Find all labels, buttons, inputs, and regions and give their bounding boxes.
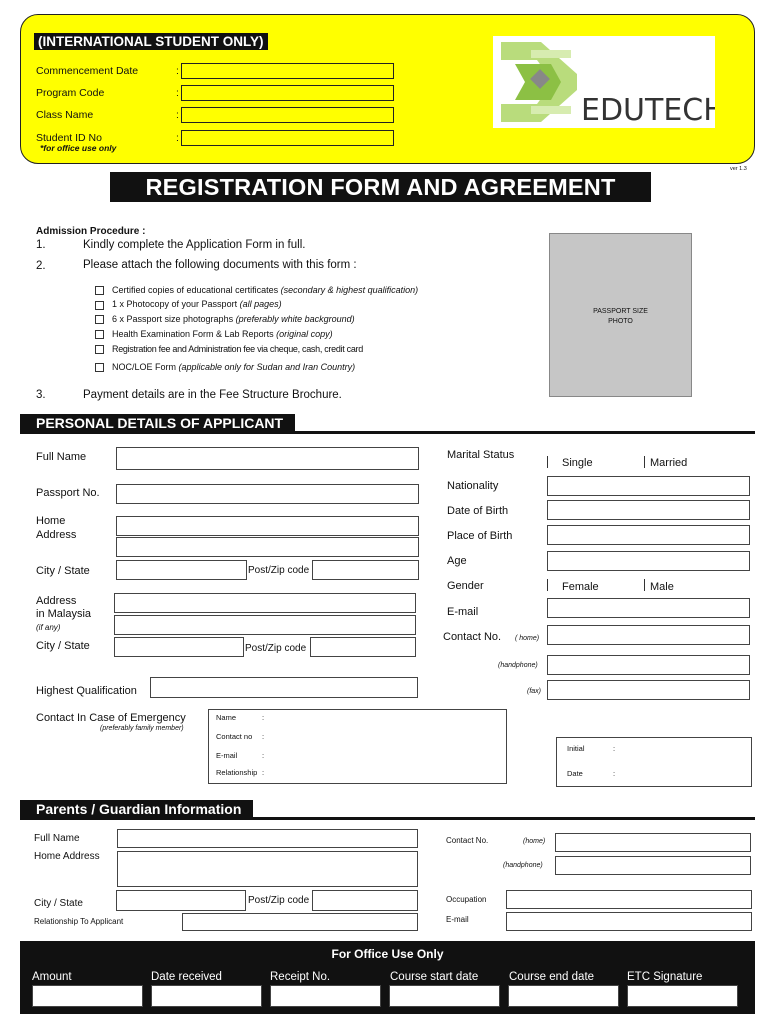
guardian-home-tag: (home) xyxy=(523,838,546,845)
male-label: Male xyxy=(650,581,674,593)
date-received-field[interactable] xyxy=(151,985,262,1007)
home-phone-tag: ( home) xyxy=(515,635,540,642)
guardian-section xyxy=(20,800,755,820)
dob-field[interactable] xyxy=(547,500,750,520)
step-text: Kindly complete the Application Form in full. xyxy=(83,239,306,251)
section-title: PERSONAL DETAILS OF APPLICANT xyxy=(20,414,295,432)
step-number: 1. xyxy=(36,239,46,251)
malaysia-city-state-field[interactable] xyxy=(114,637,244,657)
colon: : xyxy=(613,769,616,778)
full-name-field[interactable] xyxy=(116,447,419,470)
married-label: Married xyxy=(650,457,688,469)
full-name-label: Full Name xyxy=(36,451,87,463)
passport-no-field[interactable] xyxy=(116,484,419,504)
em-relationship-label: Relationship xyxy=(216,768,258,777)
handphone-field[interactable] xyxy=(547,655,750,675)
office-column-label: Receipt No. xyxy=(270,971,331,983)
fax-tag: (fax) xyxy=(527,688,541,695)
emergency-contact-label: Contact In Case of Emergency xyxy=(36,712,186,724)
email-field[interactable] xyxy=(547,598,750,618)
malaysia-address-field-1[interactable] xyxy=(114,593,416,613)
handphone-tag: (handphone) xyxy=(498,662,538,669)
step-text: Payment details are in the Fee Structure Brochure. xyxy=(83,389,342,401)
document-item: Health Examination Form & Lab Reports (original copy) xyxy=(112,329,333,339)
female-checkbox[interactable] xyxy=(547,579,548,591)
nationality-field[interactable] xyxy=(547,476,750,496)
office-column-label: Course start date xyxy=(390,971,479,983)
address-malaysia-label: in Malaysia xyxy=(36,608,92,620)
colon: : xyxy=(262,732,265,741)
nationality-label: Nationality xyxy=(447,480,499,492)
office-column-label: Date received xyxy=(151,971,222,983)
post-zip-field[interactable] xyxy=(312,560,419,580)
fax-field[interactable] xyxy=(547,680,750,700)
guardian-full-name-label: Full Name xyxy=(34,833,80,844)
step-number: 3. xyxy=(36,389,46,401)
colon: : xyxy=(262,713,265,722)
guardian-email-field[interactable] xyxy=(506,912,752,931)
email-label: E-mail xyxy=(447,606,479,618)
etc-signature-field[interactable] xyxy=(627,985,738,1007)
svg-text:EDUTECH: EDUTECH xyxy=(581,93,715,128)
married-checkbox[interactable] xyxy=(644,456,645,468)
colon: : xyxy=(176,65,179,77)
step-text: Please attach the following documents with this form : xyxy=(83,259,357,271)
colon: : xyxy=(176,109,179,121)
document-checkbox[interactable] xyxy=(95,286,104,295)
office-use-title: For Office Use Only xyxy=(331,947,444,961)
international-banner: (INTERNATIONAL STUDENT ONLY) xyxy=(34,33,268,50)
guardian-home-address-label: Home Address xyxy=(34,851,100,862)
document-checkbox[interactable] xyxy=(95,315,104,324)
colon: : xyxy=(176,132,179,144)
home-phone-field[interactable] xyxy=(547,625,750,645)
office-use-note: *for office use only xyxy=(40,143,117,153)
guardian-full-name-field[interactable] xyxy=(117,829,418,848)
age-label: Age xyxy=(447,555,467,567)
single-checkbox[interactable] xyxy=(547,456,548,468)
marital-status-label: Marital Status xyxy=(447,449,515,461)
receipt-no-field[interactable] xyxy=(270,985,381,1007)
pob-label: Place of Birth xyxy=(447,530,513,542)
malaysia-post-zip-field[interactable] xyxy=(310,637,416,657)
passport-no-label: Passport No. xyxy=(36,487,100,499)
document-checkbox[interactable] xyxy=(95,301,104,310)
occupation-field[interactable] xyxy=(506,890,752,909)
home-label: Home xyxy=(36,515,66,527)
program-code-field[interactable] xyxy=(181,85,394,101)
city-state-label: City / State xyxy=(36,565,90,577)
guardian-contact-label: Contact No. xyxy=(446,836,489,845)
if-any-note: (if any) xyxy=(36,623,61,632)
pob-field[interactable] xyxy=(547,525,750,545)
edutech-logo-mark xyxy=(493,36,715,128)
occupation-label: Occupation xyxy=(446,895,487,904)
home-address-field-2[interactable] xyxy=(116,537,419,557)
guardian-email-label: E-mail xyxy=(446,915,469,924)
single-label: Single xyxy=(562,457,593,469)
step-number: 2. xyxy=(36,260,46,272)
amount-field[interactable] xyxy=(32,985,143,1007)
colon: : xyxy=(262,751,265,760)
document-checkbox[interactable] xyxy=(95,363,104,372)
version-label: ver 1.3 xyxy=(730,166,747,172)
em-contact-label: Contact no xyxy=(216,732,253,741)
colon: : xyxy=(262,768,265,777)
commencement-date-label: Commencement Date xyxy=(36,65,139,77)
student-id-label: Student ID No xyxy=(36,132,102,144)
personal-details-section xyxy=(20,414,755,434)
male-checkbox[interactable] xyxy=(644,579,645,591)
guardian-post-zip-label: Post/Zip code xyxy=(248,895,310,906)
address-label: Address xyxy=(36,529,77,541)
commencement-date-field[interactable] xyxy=(181,63,394,79)
class-name-field[interactable] xyxy=(181,107,394,123)
post-zip-label: Post/Zip code xyxy=(245,643,307,654)
malaysia-address-field-2[interactable] xyxy=(114,615,416,635)
relationship-label: Relationship To Applicant xyxy=(34,917,124,926)
document-item: Certified copies of educational certificates (secondary & highest qualification) xyxy=(112,285,419,295)
page-title: REGISTRATION FORM AND AGREEMENT xyxy=(110,172,651,202)
emergency-note: (preferably family member) xyxy=(100,725,184,732)
home-address-field-1[interactable] xyxy=(116,516,419,536)
initial-date-box[interactable] xyxy=(556,737,752,787)
program-code-label: Program Code xyxy=(36,87,105,99)
colon: : xyxy=(613,744,616,753)
course-end-field[interactable] xyxy=(508,985,619,1007)
guardian-post-zip-field[interactable] xyxy=(312,890,418,911)
address-malaysia-label: Address xyxy=(36,595,77,607)
office-column-label: Course end date xyxy=(509,971,595,983)
office-column-label: ETC Signature xyxy=(627,971,703,983)
course-start-field[interactable] xyxy=(389,985,500,1007)
class-name-label: Class Name xyxy=(36,109,94,121)
section-title: Parents / Guardian Information xyxy=(20,800,253,818)
date-label: Date xyxy=(567,769,583,778)
em-name-label: Name xyxy=(216,713,237,722)
admission-heading: Admission Procedure : xyxy=(36,226,146,237)
highest-qualification-field[interactable] xyxy=(150,677,418,698)
photo-label: PASSPORT SIZE xyxy=(593,308,648,315)
em-email-label: E-mail xyxy=(216,751,238,760)
document-item: NOC/LOE Form (applicable only for Sudan and Iran Country) xyxy=(112,362,356,372)
city-state-field[interactable] xyxy=(116,560,247,580)
female-label: Female xyxy=(562,581,599,593)
photo-label: PHOTO xyxy=(608,318,633,325)
guardian-city-state-field[interactable] xyxy=(116,890,246,911)
document-item: 6 x Passport size photographs (preferably white background) xyxy=(112,314,355,324)
student-id-field[interactable] xyxy=(181,130,394,146)
post-zip-label: Post/Zip code xyxy=(248,565,310,576)
guardian-city-state-label: City / State xyxy=(34,898,83,909)
relationship-field[interactable] xyxy=(182,913,418,931)
document-item: 1 x Photocopy of your Passport (all pages) xyxy=(112,299,282,309)
document-checkbox[interactable] xyxy=(95,330,104,339)
passport-photo-area[interactable] xyxy=(549,233,692,397)
guardian-handphone-tag: (handphone) xyxy=(503,862,543,869)
dob-label: Date of Birth xyxy=(447,505,509,517)
guardian-home-address-field[interactable] xyxy=(117,851,418,887)
contact-no-label: Contact No. xyxy=(443,631,502,643)
city-state-label: City / State xyxy=(36,640,90,652)
edutech-logo xyxy=(493,36,715,128)
document-item: Registration fee and Administration fee via cheque, cash, credit card xyxy=(112,344,363,354)
age-field[interactable] xyxy=(547,551,750,571)
office-column-label: Amount xyxy=(32,971,72,983)
gender-label: Gender xyxy=(447,580,484,592)
colon: : xyxy=(176,87,179,99)
initial-label: Initial xyxy=(567,744,585,753)
guardian-home-phone-field[interactable] xyxy=(555,833,751,852)
guardian-handphone-field[interactable] xyxy=(555,856,751,875)
document-checkbox[interactable] xyxy=(95,345,104,354)
highest-qualification-label: Highest Qualification xyxy=(36,685,137,697)
